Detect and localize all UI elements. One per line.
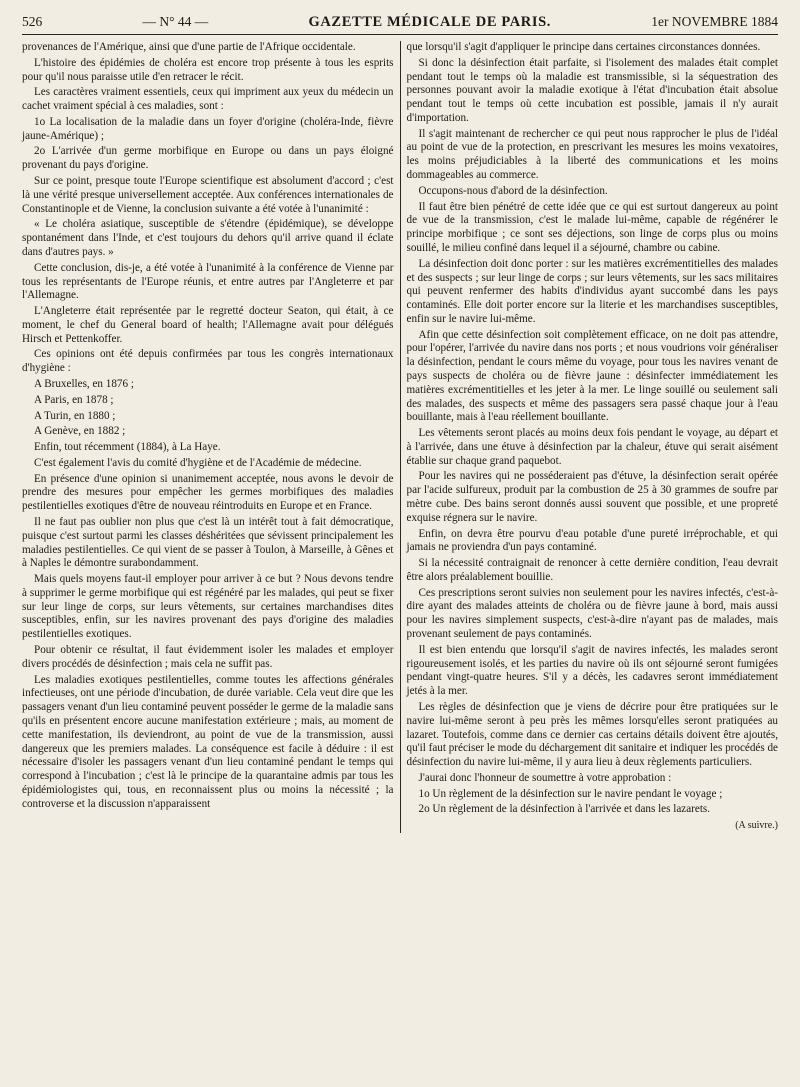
paragraph: provenances de l'Amérique, ainsi que d'une partie de l'Afrique occidentale. [22,41,356,53]
paragraph: Il s'agit maintenant de rechercher ce qui peut nous rapprocher le plus de l'idéal au point de vue de la protection, en prescrivant les mesures les moins vexatoires, les moins préjudiciables à la liberté des communications et les moins dommageables au commerce. [406,127,778,182]
paragraph: Pour les navires qui ne posséderaient pas d'étuve, la désinfection serait opérée par l'acide sulfureux, produit par la combustion de 25 à 30 grammes de soufre par mètre cube. Des bains seront donnés aussi souvent que possible, et une propreté exquise régnera sur le navire. [406,470,778,524]
paragraph: 2o L'arrivée d'un germe morbifique en Europe ou dans un pays éloigné provenant du pays d'origine. [22,145,394,172]
left-column [22,41,394,833]
continued-note: (A suivre.) [735,820,778,832]
paragraph: Il ne faut pas oublier non plus que c'est là un intérêt tout à fait démocratique, puisque c'est surtout parmi les classes déshéritées que sévissent principalement les maladies pestilentielles. Ce qui vient de se passer à Toulon, à Marseille, à Gênes et à Naples le démontre surabondamment. [22,516,394,570]
paragraph: Ces opinions ont été depuis confirmées par tous les congrès internationaux d'hygiène : [22,348,394,375]
quote-paragraph: « Le choléra asiatique, susceptible de s'étendre (épidémique), se développe spontanément dans l'Inde, et c'est toujours du dehors qu'il arrive quand il éclate dans d'autres pays. » [22,218,394,258]
paragraph: Les règles de désinfection que je viens de décrire pour être pratiquées sur le navire lui-même seront à peu près les mêmes lorsqu'elles seront pratiquées au lazaret. Toutefois, comme dans ce dernier cas certains détails doivent être ajoutés, qu'il faut préciser le mode du déchargement dit sanitaire et indiquer les procédés de désinfection du navire lui-même, il y aura lieu à deux règlements particuliers. [406,700,778,769]
issue-date: 1er NOVEMBRE 1884 [651,14,778,29]
paragraph: J'aurai donc l'honneur de soumettre à votre approbation : [418,771,672,784]
paragraph: Occupons-nous d'abord de la désinfection. [418,184,608,197]
list-item: A Turin, en 1880 ; [34,409,116,422]
list-item: Enfin, tout récemment (1884), à La Haye. [34,441,221,454]
paragraph: Cette conclusion, dis-je, a été votée à l'unanimité à la conférence de Vienne par tous les représentants de l'Europe réunis, et entre autres par l'Angleterre et par l'Allemagne. [22,261,394,302]
paragraph: Si la nécessité contraignait de renoncer à cette dernière condition, l'eau devrait être alors préalablement bouillie. [406,557,778,583]
page-header [22,14,778,35]
paragraph: Sur ce point, presque toute l'Europe scientifique est absolument d'accord ; c'est là une vérité presque universellement acceptée. Aux conférences internationales de Constantinople et de Vienne, la conclusion suivante a été votée à l'unanimité : [22,175,394,215]
paragraph: Afin que cette désinfection soit complètement efficace, on ne doit pas attendre, pour l'opérer, l'arrivée du navire dans nos ports ; et nous voudrions voir généraliser la désinfection, pendant le cours même du voyage, pour tous les navires venant de pays suspects de choléra ou de fièvre jaune : désinfecter immédiatement les matières excrémentitielles et les jeter à la mer. Le linge souillé ou seulement sali des malades, des suspects et même des passagers sera passé chaque jour à l'eau bouillante, mais à l'eau réellement bouillante. [406,328,778,424]
list-item: 2o Un règlement de la désinfection à l'arrivée et dans les lazarets. [418,803,711,816]
paragraph: Pour obtenir ce résultat, il faut évidemment isoler les malades et employer divers procédés de désinfection ; mais cela ne suffit pas. [22,644,394,670]
paragraph: En présence d'une opinion si unanimement acceptée, nous avons le devoir de prendre des mesures pour empêcher les germes morbifiques des maladies pestilentielles exotiques d'être de nouveau réintroduits en Europe et en France. [22,472,394,513]
paragraph: Ces prescriptions seront suivies non seulement pour les navires infectés, c'est-à-dire ayant des malades atteints de choléra ou de fièvre jaune à bord, mais aussi pour les navires simplement suspects, c'est-à-dire n'ayant pas de malades, mais provenant seulement de pays contaminés. [406,586,778,641]
paragraph: Si donc la désinfection était parfaite, si l'isolement des malades était complet pendant tout le temps où la maladie est transmissible, si la séquestration des personnes pouvant avoir la maladie exotique à l'état d'incubation était absolue pendant tout le temps où cette incubation est possible, jamais il n'y aurait d'importation. [406,56,778,124]
paragraph: Mais quels moyens faut-il employer pour arriver à ce but ? Nous devons tendre à supprimer le germe morbifique qui est régénéré par les malades, qui peut se fixer sur leur linge de corps, sur leurs vêtements, sur certaines marchandises dites susceptibles, enfin, sur les navires provenant des pays d'origine des maladies pestilentielles exotiques. [22,573,394,641]
journal-title: GAZETTE MÉDICALE DE PARIS. [308,14,552,30]
list-item: A Genève, en 1882 ; [34,425,126,438]
paragraph: Les caractères vraiment essentiels, ceux qui impriment aux yeux du médecin un cachet vraiment spécial à ces maladies, sont : [22,86,394,113]
paragraph: C'est également l'avis du comité d'hygiène et de l'Académie de médecine. [34,456,362,469]
right-column [407,41,779,833]
paragraph: Il est bien entendu que lorsqu'il s'agit de navires infectés, les malades seront rigoureusement isolés, et les parties du navire où ils ont séjourné seront fumigées pendant vingt-quatre heures. S'il y a décès, les cadavres seront immédiatement jetés à la mer. [406,643,778,698]
paragraph: Enfin, on devra être pourvu d'eau potable d'une pureté irréprochable, et qui jamais ne proviendra d'un pays contaminé. [406,527,778,554]
paragraph: L'histoire des épidémies de choléra est encore trop présente à tous les esprits pour qu'il nous paraisse utile d'en retracer le récit. [22,56,394,83]
page-number: 526 [22,14,43,29]
paragraph: Les vêtements seront placés au moins deux fois pendant le voyage, au départ et à l'arrivée, dans une étuve à désinfection par la chaleur, étuve qui serait aisément établie sur chaque grand paquebot. [406,427,778,467]
issue-number: — N° 44 — [142,14,209,29]
paragraph: que lorsqu'il s'agit d'appliquer le principe dans certaines circonstances données. [406,41,761,53]
paragraph: Il faut être bien pénétré de cette idée que ce qui est surtout dangereux au point de vue de la transmission, c'est le malade lui-même, capable de régénérer le principe morbifique ; ce sont ses déjections, son linge de corps plus ou moins souillé, le milieu confiné dans lequel il a séjourné, chambre ou cabine. [406,200,778,254]
list-item: 1o Un règlement de la désinfection sur le navire pendant le voyage ; [418,787,723,800]
paragraph: 1o La localisation de la maladie dans un foyer d'origine (choléra-Inde, fièvre jaune-Amérique) ; [22,115,394,142]
paragraph: Les maladies exotiques pestilentielles, comme toutes les affections générales infectieuses, ont une période d'incubation, de durée variable. Cela veut dire que les passagers venant d'un lieu contaminé peuvent posséder le germe de la maladie sans qu'ils en présentent encore aucune manifestation extérieure ; mais, au moment de cette manifestation, ils deviendront, au point de vue de la transmission, aussi dangereux que les premiers malades. La conséquence est facile à déduire : il est nécessaire d'isoler les passagers venant d'un lieu contaminé pendant le temps qui correspond à l'incubation ; c'est là le principe de la quarantaine admis par tous les épidémiologistes qui, tous, en reconnaissent plus ou moins la nécessité ; la controverse et la discussion n'apparaissent [22,673,394,810]
column-divider [400,41,401,833]
list-item: A Bruxelles, en 1876 ; [34,377,134,390]
list-item: A Paris, en 1878 ; [34,393,114,406]
article-columns [22,41,778,833]
paragraph: L'Angleterre était représentée par le regretté docteur Seaton, qui était, à ce moment, le chef du General board of health; l'Allemagne avait pour délégués Hirsch et Pettenkoffer. [22,305,394,345]
paragraph: La désinfection doit donc porter : sur les matières excrémentitielles des malades et des suspects ; sur leur linge de corps ; sur leurs vêtements, sur les sacs militaires qui peuvent renfermer des habits d'individus ayant succombé dans les pays contaminés. Elle doit porter encore sur la literie et les marchandises susceptibles, enfin sur le navire lui-même. [406,257,778,325]
